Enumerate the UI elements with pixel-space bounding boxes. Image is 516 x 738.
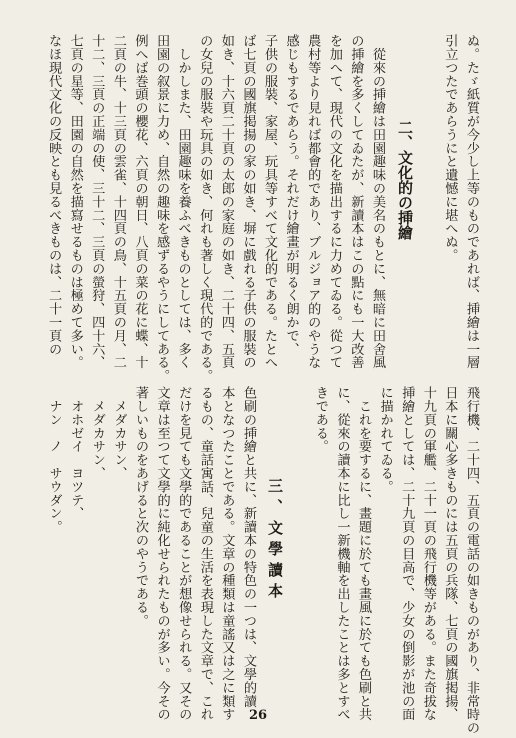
section-heading-3: 三、文學讀本 [266,478,284,604]
text-line: 十九頁の軍艦、二十一頁の飛行機等がある。また奇拔な [420,386,436,721]
text-line: きである。 [312,386,328,453]
text-line: 挿繪としては、二十九頁の目高で、少女の倒影が池の面 [399,386,415,721]
text-line: 本となつたことである。文章の種類は童謠又は之に類す [219,386,235,721]
lower-text-section-2-end [309,386,482,734]
text-line: を加へて、現代の文化を描出するに力めてゐる。從つて [326,34,342,369]
text-line: 從來の挿繪は田園趣味の美名のもとに、無暗に田舍風 [370,34,385,369]
text-line: 引立つたであらうにと遺憾に堪へぬ。 [442,34,458,262]
text-line: 例へば巻頭の櫻花、六頁の朝日、八頁の菜の花に蝶、十 [132,34,148,369]
text-line: これを要するに、畫題に於ても畫風に於ても色刷と共 [356,386,372,721]
text-line: しかしまた、田園趣味を養ふべきものとしては、多く [175,34,191,369]
poem-line: メダカサン、 [111,386,127,480]
text-line: に描かれてゐる。 [377,386,393,494]
poem-line: メダカサン、 [89,386,105,480]
text-line: 農村等より見れば都會的であり、ブルジョア的のやうな [305,34,321,369]
text-line: 日本に關心多きものには五頁の兵隊、七頁の國旗掲揚、 [442,386,458,721]
text-line: ば七頁の國旗掲揚の家の如き、塀に戲れる子供の服裝の [240,34,256,369]
poem-line: ナン ノ サウダン。 [46,386,62,534]
text-line: 飛行機、二十四、五頁の電話の如きものがあり、非常時の [464,386,479,735]
text-line: 文章は至つて文學的に純化せられたものが多い。今その [154,386,170,721]
text-line: だけを見ても文學的であることが想像せられる。又その [176,386,192,721]
text-line: 二頁の牛、十三頁の雲雀、十四頁の鳥、十五頁の月、二 [110,34,126,369]
text-line: るもの、童話寓話、兒童の生活を表現した文章で、これ [197,386,213,721]
text-line: に、從來の讀本に比し一新機軸を出したことは多とすべ [334,386,350,721]
text-line: 子供の服裝、家屋、玩具等すべて文化的である。たとへ [262,34,278,369]
text-line: なほ現代文化の反映とも見るべきものは、二十一頁の [46,34,62,356]
page-number: 26 [248,708,268,723]
text-line: 七頁の星等、田園の自然を描寫せるものは極めて多い。 [67,34,83,369]
text-line: 田園の叙景に力め、自然の趣味を感ずるやうにしてある。 [154,34,170,383]
upper-text-section-2 [43,34,389,382]
text-line: 色刷の挿繪と共に、新讀本の特色の一つは、文學的讀 [241,386,256,708]
text-line: の女兒の服裝や玩具の如き、何れも著しく現代的である。 [197,34,213,383]
poem-line: オホゼイ ヨツテ、 [68,386,84,520]
lower-text-section-3 [43,386,259,721]
text-line: 十二、三頁の正端の使、三十二、三頁の螢狩、四十六、 [89,34,105,369]
upper-text-continuation [439,34,482,369]
text-line: 如き、十六頁二十頁の太郎の家庭の如き、二十四、五頁 [218,34,234,369]
text-line: 著しいものをあげると次のやうである。 [133,386,149,628]
text-line: の挿繪を多くしてゐたが、新讀本はこの點にも一大改善 [348,34,364,369]
section-heading-2: 二、文化的の挿繪 [396,120,414,240]
text-line: 感じもするであらう。それだけ繪畫が明るく朗かで、 [283,34,299,356]
text-line: ぬ。たゞ紙質が今少し上等のものであれば、挿繪は一層 [464,34,479,369]
